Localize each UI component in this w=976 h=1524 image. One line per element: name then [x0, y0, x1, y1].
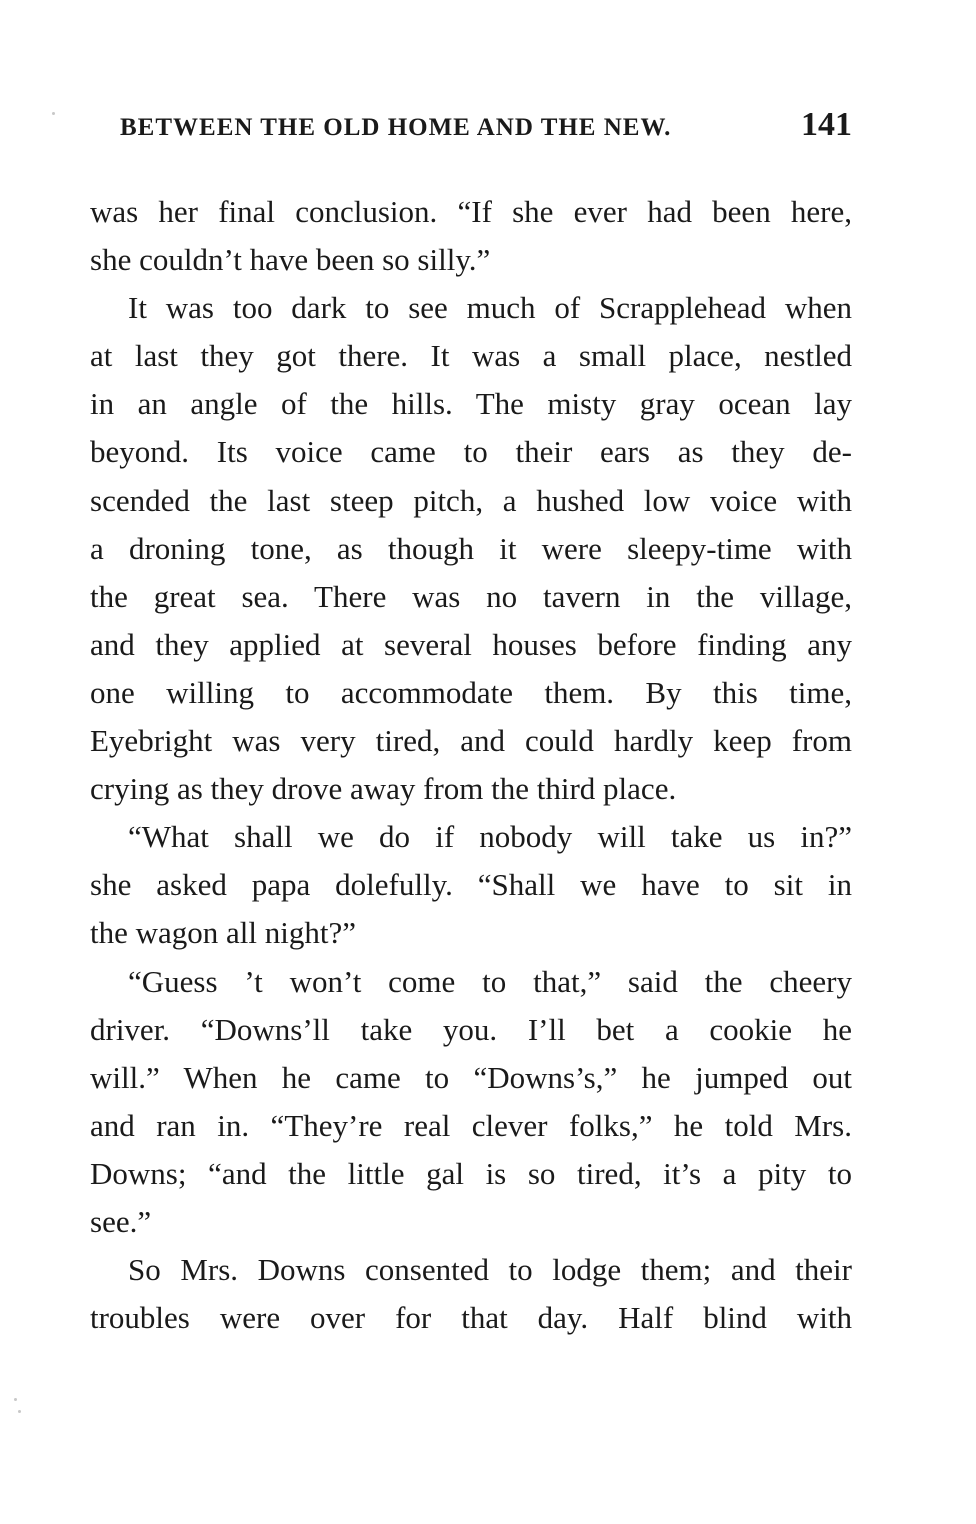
text-line: It was too dark to see much of Scrapplehead when [128, 290, 852, 326]
text-line: at last they got there. It was a small place, nestled [90, 338, 852, 374]
text-line: scended the last steep pitch, a hushed low voice with [90, 482, 852, 518]
running-title: BETWEEN THE OLD HOME AND THE NEW. [120, 114, 672, 141]
text-line: will.” When he came to “Downs’s,” he jumped out [90, 1059, 852, 1095]
text-line: and ran in. “They’re real clever folks,” he told Mrs. [90, 1107, 852, 1143]
scan-speck [52, 112, 55, 115]
text-line: in an angle of the hills. The misty gray ocean lay [90, 386, 852, 422]
text-line: Eyebright was very tired, and could hardly keep from [90, 723, 852, 759]
text-line: and they applied at several houses before finding any [90, 626, 852, 662]
text-line: see.” [90, 1203, 152, 1239]
text-line: beyond. Its voice came to their ears as they de- [90, 434, 852, 470]
text-line: crying as they drove away from the third place. [90, 771, 677, 807]
scan-speck [18, 1410, 21, 1413]
body-text [90, 188, 852, 1342]
scan-speck [14, 1398, 17, 1401]
text-line: a droning tone, as though it were sleepy-time with [90, 530, 852, 566]
text-line: the wagon all night?” [90, 915, 356, 951]
text-line: one willing to accommodate them. By this time, [90, 674, 852, 710]
running-head [120, 106, 852, 150]
text-line: she couldn’t have been so silly.” [90, 242, 491, 278]
text-line: So Mrs. Downs consented to lodge them; and their [128, 1252, 852, 1288]
text-line: Downs; “and the little gal is so tired, it’s a pity to [90, 1155, 852, 1191]
text-line: driver. “Downs’ll take you. I’ll bet a cookie he [90, 1011, 852, 1047]
text-line: “What shall we do if nobody will take us in?” [128, 819, 852, 855]
text-line: “Guess ’t won’t come to that,” said the cheery [128, 963, 852, 999]
text-line: was her final conclusion. “If she ever had been here, [90, 194, 852, 229]
page-number: 141 [801, 106, 852, 143]
text-line: the great sea. There was no tavern in the village, [90, 578, 852, 614]
text-line: she asked papa dolefully. “Shall we have to sit in [90, 867, 852, 903]
text-line: troubles were over for that day. Half blind with [90, 1300, 852, 1336]
